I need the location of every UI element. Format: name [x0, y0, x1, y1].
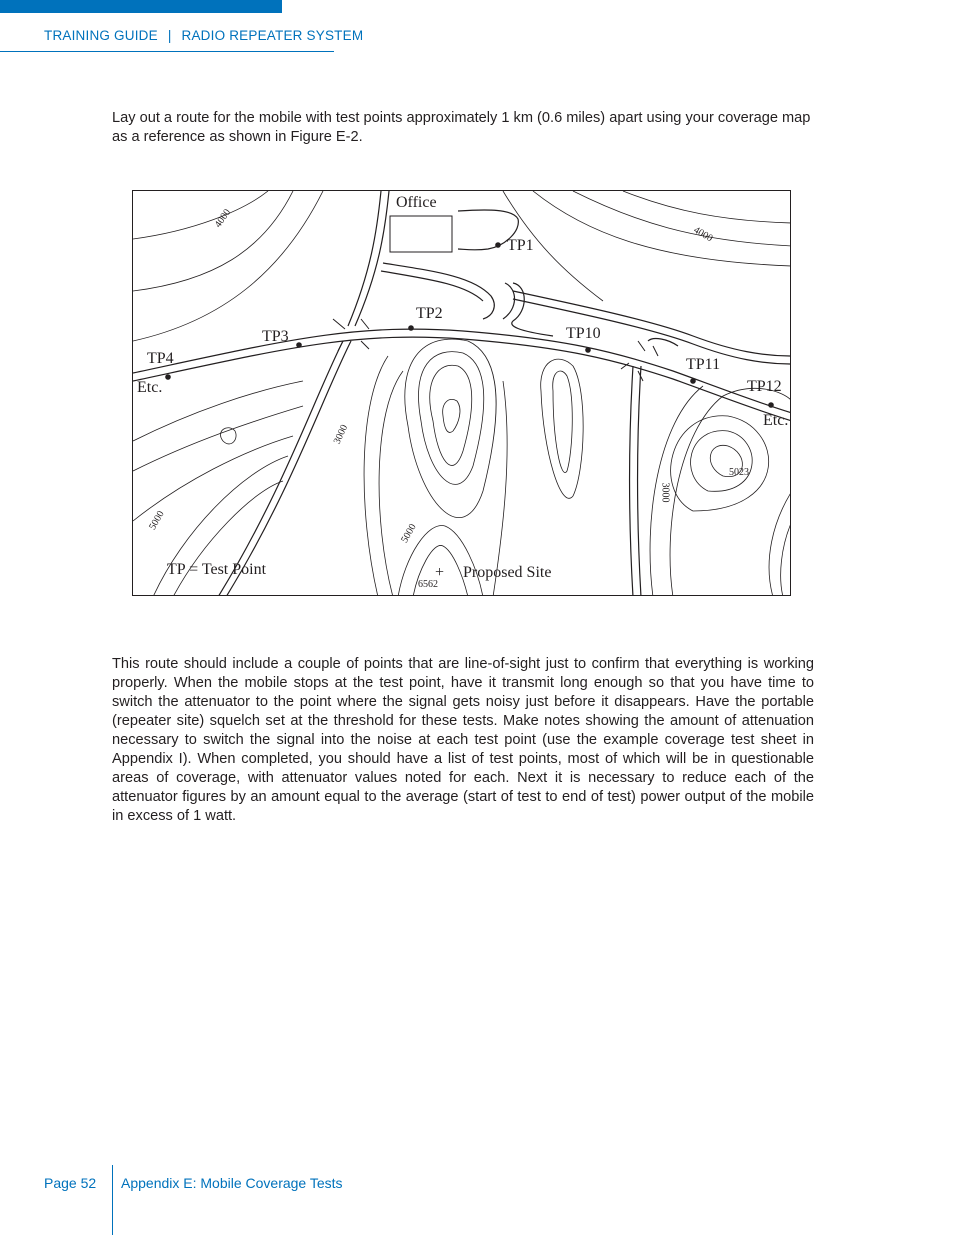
bridge-mark — [338, 341, 369, 351]
contour-line — [769, 491, 791, 596]
tp11-dot — [690, 378, 696, 384]
header-system-label: RADIO REPEATER SYSTEM — [181, 28, 364, 43]
etc-right-label: Etc. — [763, 412, 789, 429]
road-south — [638, 366, 641, 596]
bridge-mark — [333, 319, 369, 329]
elevation-label: 5023 — [729, 467, 749, 478]
contour-line — [443, 399, 460, 432]
road-north — [512, 283, 553, 336]
office-building — [390, 216, 452, 252]
office-label: Office — [396, 194, 437, 211]
header-accent-bar — [0, 0, 282, 13]
tp1-dot — [495, 242, 501, 248]
contour-line — [541, 359, 583, 498]
contour-line — [691, 431, 753, 492]
tp2-dot — [408, 325, 414, 331]
tp11-label: TP11 — [686, 356, 721, 373]
elevation-label: 3000 — [659, 482, 671, 503]
footer-rule — [112, 1165, 113, 1235]
header-separator: | — [167, 28, 172, 43]
procedure-paragraph: This route should include a couple of points that are line-of-sight just to confirm that everything is working properly. When the mobile stops at the test point, have it transmit long enough so that you have time to switch the attenuator to the point where the signal gets noisy just before it disappears. Have the portable (repeater site) squelch set at the threshold for these tests. Make notes showing the amount of attenuation necessary to switch the signal into the noise at each test point (use the example coverage test sheet in Appendix I). When completed, you should have a list of test points, most of which will be in questionable areas of coverage, with attenuator values noted for each. Next it is necessary to reduce each of the attenuator figures by an amount equal to the average (start of test to end of test) power output of the mobile in excess of 1 watt. — [112, 656, 814, 824]
contour-line — [419, 352, 484, 485]
contour-line — [133, 191, 268, 239]
road-diagonal — [218, 341, 343, 596]
contour-line — [781, 521, 791, 596]
road-office — [381, 271, 483, 301]
intro-paragraph: Lay out a route for the mobile with test points approximately 1 km (0.6 miles) apart using your coverage map as a reference as shown in Figure E-2. — [112, 110, 811, 145]
coverage-route-figure — [132, 190, 791, 596]
tp3-label: TP3 — [262, 328, 289, 345]
contour-line — [430, 365, 472, 465]
tp12-label: TP12 — [747, 378, 782, 395]
elevation-label: 6562 — [418, 579, 438, 590]
tp4-label: TP4 — [147, 350, 174, 367]
road-diagonal — [226, 341, 351, 596]
road-to-office — [348, 191, 381, 326]
contour-line — [573, 191, 791, 246]
running-header — [44, 28, 363, 43]
contour-line — [533, 191, 791, 266]
tp1-label: TP1 — [507, 237, 534, 254]
contour-line — [220, 428, 236, 444]
contour-line — [671, 416, 769, 511]
contour-line — [405, 339, 496, 518]
road-south — [630, 366, 633, 596]
page-number: Page 52 — [44, 1175, 97, 1191]
contour-line — [623, 191, 791, 223]
road-east-loop — [648, 339, 678, 346]
elevation-label: 4000 — [212, 207, 234, 230]
proposed-site-marker: + — [435, 564, 445, 581]
road-east — [513, 291, 791, 356]
footer-section-title: Appendix E: Mobile Coverage Tests — [121, 1175, 343, 1191]
tp12-dot — [768, 402, 774, 408]
elevation-label: 4000 — [691, 224, 715, 245]
contour-line — [379, 371, 403, 596]
contour-line — [133, 406, 303, 471]
header-rule — [0, 51, 334, 52]
proposed-site-label: Proposed Site — [463, 564, 552, 581]
elevation-label: 5000 — [147, 509, 167, 532]
contour-map — [133, 191, 791, 596]
tp10-label: TP10 — [566, 325, 601, 342]
bridge-mark — [638, 341, 658, 356]
tp3-dot — [296, 342, 302, 348]
legend-label: TP = Test Point — [167, 561, 267, 578]
road-east — [513, 299, 791, 364]
contour-line — [553, 371, 573, 473]
tp4-dot — [165, 374, 171, 380]
header-guide-label: TRAINING GUIDE — [44, 28, 158, 43]
contour-line — [364, 356, 388, 596]
tp10-dot — [585, 347, 591, 353]
tp2-label: TP2 — [416, 305, 443, 322]
road-to-office — [355, 191, 389, 326]
road-north — [503, 283, 515, 319]
contour-line — [133, 191, 293, 291]
elevation-label: 5000 — [399, 522, 419, 545]
elevation-label: 3000 — [331, 423, 351, 446]
etc-left-label: Etc. — [137, 379, 163, 396]
